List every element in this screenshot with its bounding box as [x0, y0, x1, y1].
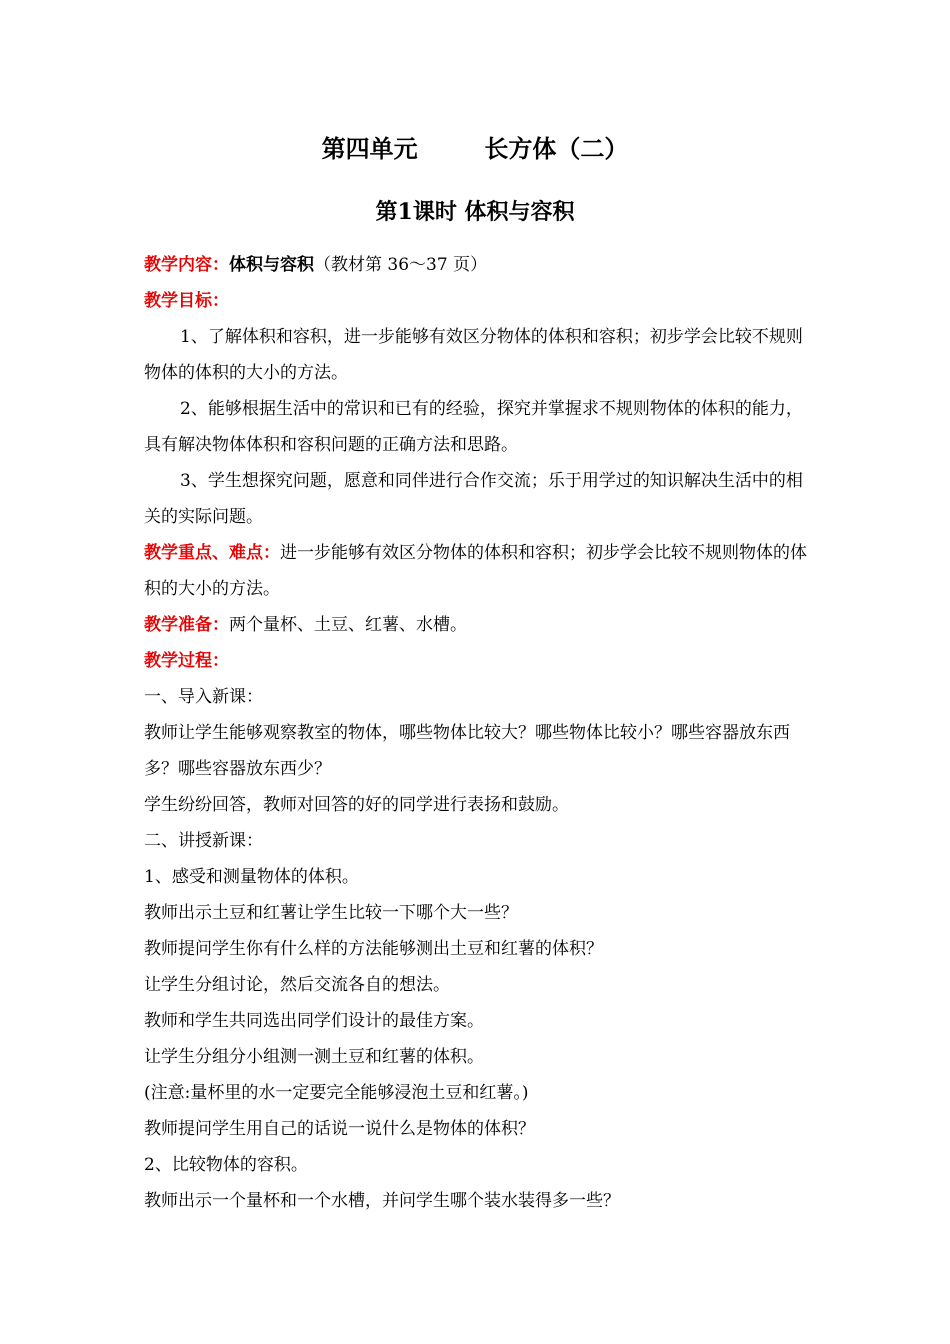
preparation	[144, 607, 816, 643]
process-line: 教师出示一个量杯和一个水槽，并问学生哪个装水装得多一些？	[144, 1191, 620, 1211]
process-label: 教学过程：	[144, 651, 229, 671]
preparation-label: 教学准备：	[144, 615, 229, 635]
lesson-title: 第1课时 体积与容积	[375, 199, 575, 225]
process-heading	[144, 643, 816, 679]
key-points-text: 进一步能够有效区分物体的体积和容积；初步学会比较不规则物体的体积的大小的方法。	[144, 543, 807, 599]
teaching-content-title: 体积与容积	[229, 255, 314, 275]
process-line: 教师提问学生你有什么样的方法能够测出土豆和红薯的体积？	[144, 939, 603, 959]
preparation-text: 两个量杯、土豆、红薯、水槽。	[229, 615, 467, 635]
objectives-label: 教学目标：	[144, 291, 229, 311]
key-points	[144, 535, 816, 607]
lesson-body	[144, 247, 816, 1219]
unit-title: 第四单元 长方体（二）	[321, 134, 629, 163]
process-line: 教师出示土豆和红薯让学生比较一下哪个大一些？	[144, 903, 518, 923]
process-line: 学生纷纷回答，教师对回答的好的同学进行表扬和鼓励。	[144, 795, 569, 815]
process-line: 让学生分组讨论，然后交流各自的想法。	[144, 975, 450, 995]
key-points-label: 教学重点、难点：	[144, 543, 280, 563]
objective-item-1: 1、了解体积和容积，进一步能够有效区分物体的体积和容积；初步学会比较不规则物体的体积的大小的方法。	[144, 327, 803, 383]
process-line: 1、感受和测量物体的体积。	[144, 867, 359, 887]
process-line: 教师让学生能够观察教室的物体，哪些物体比较大？哪些物体比较小？哪些容器放东西多？哪些容器放东西少？	[144, 723, 790, 779]
teaching-content-note: （教材第 36～37 页）	[314, 255, 488, 275]
process-line: 一、导入新课：	[144, 687, 263, 707]
process-line: 让学生分组分小组测一测土豆和红薯的体积。	[144, 1047, 484, 1067]
teaching-content-label: 教学内容：	[144, 255, 229, 275]
objective-item-3: 3、学生想探究问题，愿意和同伴进行合作交流；乐于用学过的知识解决生活中的相关的实际问题。	[144, 471, 803, 527]
process-line: 二、讲授新课：	[144, 831, 263, 851]
objective-item-2: 2、能够根据生活中的常识和已有的经验，探究并掌握求不规则物体的体积的能力，具有解决物体体积和容积问题的正确方法和思路。	[144, 399, 803, 455]
process-line: 教师提问学生用自己的话说一说什么是物体的体积？	[144, 1119, 535, 1139]
process-line: 2、比较物体的容积。	[144, 1155, 308, 1175]
process-line: 教师和学生共同选出同学们设计的最佳方案。	[144, 1011, 484, 1031]
process-line: (注意:量杯里的水一定要完全能够浸泡土豆和红薯。)	[144, 1083, 529, 1103]
teaching-content	[144, 247, 816, 283]
objectives-heading	[144, 283, 816, 319]
